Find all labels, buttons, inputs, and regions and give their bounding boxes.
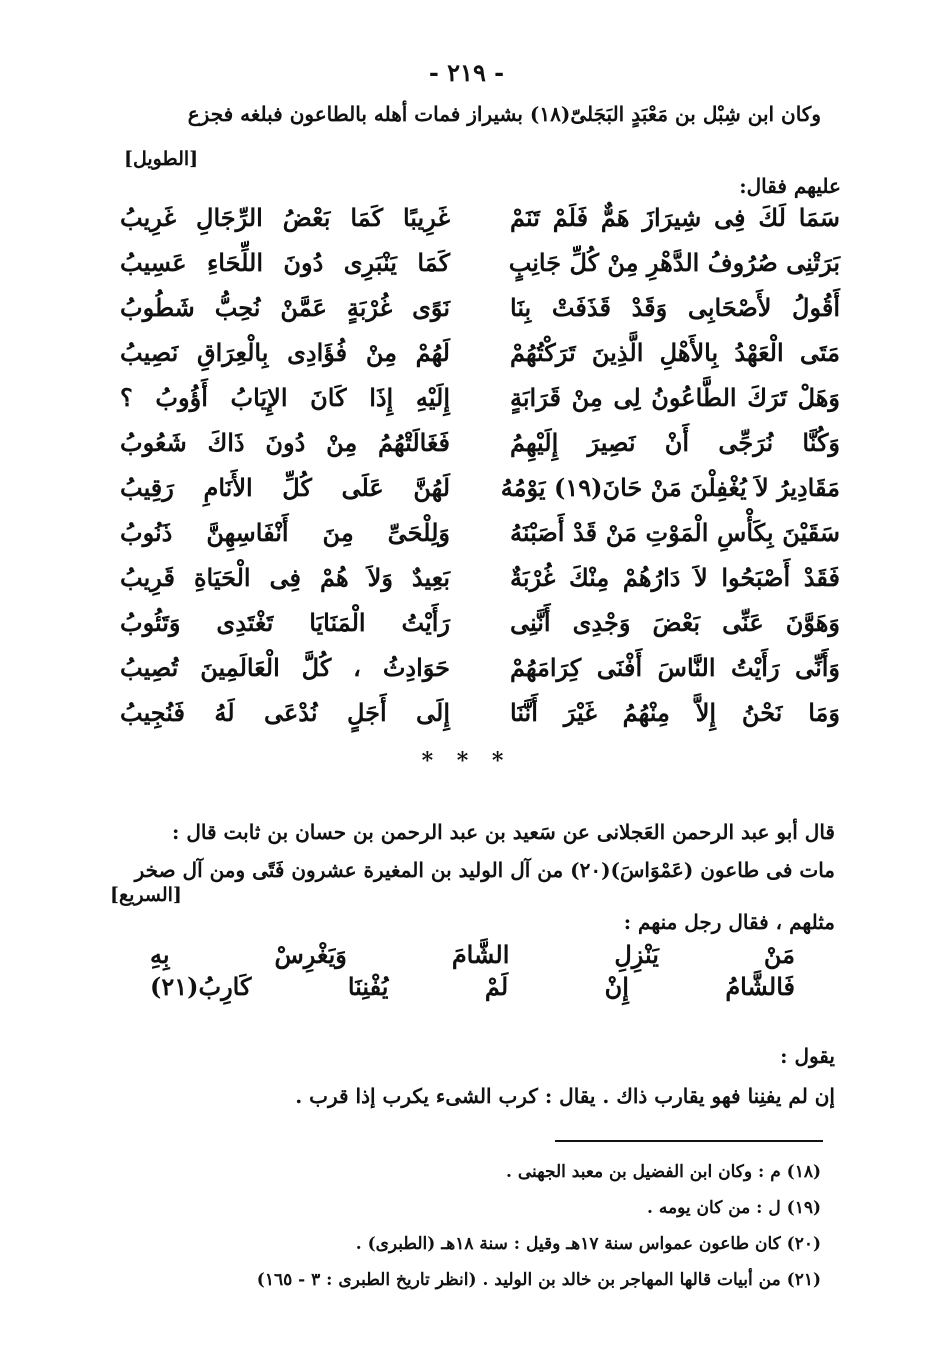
explanation-heading: يقول : <box>780 1044 835 1068</box>
verse-row <box>120 690 840 735</box>
verse-row <box>120 465 840 510</box>
verse-row <box>120 240 840 285</box>
section-2-line-2: مات فى طاعون (عَمْوَاسَ)(٢٠) من آل الوليد بن المغيرة عشرون فَتًى ومن آل صخر <box>134 858 835 882</box>
intro-line-2: عليهم فقال: <box>739 174 841 198</box>
verse-first-hemistich: مَقَادِيرُ لاَ يُغْفِلْنَ مَنْ حَانَ(١٩) يَوْمُهُ <box>500 473 840 502</box>
verse-second-hemistich: نَوًى غُرْبَةٍ عَمَّنْ نُحِبُّ شَطُوبُ <box>120 293 450 322</box>
meter-label-tawil: [الطويل] <box>124 148 199 170</box>
meter-label-sari: [السريع] <box>110 884 182 906</box>
poem-2-line-1: مَنْ يَنْزِلِ الشَّامَ وَيَغْرِسْ بِهِ <box>150 940 795 969</box>
section-2-line-1: قال أبو عبد الرحمن العَجلانى عن سَعيد بن عبد الرحمن بن حسان بن ثابت قال : <box>172 820 835 844</box>
footnote-18: (١٨) م : وكان ابن الفضيل بن معبد الجهنى . <box>506 1162 821 1182</box>
verse-second-hemistich: فَغَالَتْهُمُ مِنْ دُونَ ذَاكَ شَعُوبُ <box>120 428 450 457</box>
verse-second-hemistich: إِلَيْهِ إِذَا كَانَ الإِيَابُ أَؤُوبُ ؟ <box>120 383 450 412</box>
verse-first-hemistich: وَهَلْ تَرَكَ الطَّاعُونُ لِى مِنْ قَرَابَةٍ <box>510 383 840 412</box>
verse-first-hemistich: سَمَا لَكَ فِى شِيرَازَ هَمٌّ فَلَمْ تَنَمْ <box>510 203 840 232</box>
verse-second-hemistich: رَأَيْتُ الْمَنَايَا تَغْتَدِى وَتَئُوبُ <box>120 608 450 637</box>
verse-row <box>120 555 840 600</box>
section-2-line-3: مثلهم ، فقال رجل منهم : <box>623 910 835 934</box>
verse-second-hemistich: غَرِيبًا كَمَا بَعْضُ الرِّجَالِ غَرِيبُ <box>120 203 450 232</box>
verse-second-hemistich: لَهُمْ مِنْ فُؤَادِى بِالْعِرَاقِ نَصِيبُ <box>120 338 450 367</box>
verse-first-hemistich: وَأَنِّى رَأَيْتُ النَّاسَ أَفْنَى كِرَامَهُمْ <box>510 653 840 682</box>
verse-second-hemistich: إِلَى أَجَلٍ نُدْعَى لَهُ فَنُجِيبُ <box>120 698 450 727</box>
footnote-divider <box>555 1140 823 1142</box>
verse-second-hemistich: بَعِيدٌ وَلاَ هُمْ فِى الْحَيَاةِ قَرِيبُ <box>120 563 450 592</box>
verse-second-hemistich: وَلِلْحَىِّ مِنَ أَنْفَاسِهِنَّ ذَنُوبُ <box>120 518 450 547</box>
verse-row <box>120 510 840 555</box>
poem-1 <box>120 195 840 735</box>
verse-first-hemistich: سَقَيْنَ بِكَأْسِ الْمَوْتِ مَنْ قَدْ أَصَبْنَهُ <box>510 518 840 547</box>
page-number: - ٢١٩ - <box>428 58 505 87</box>
verse-row <box>120 375 840 420</box>
verse-first-hemistich: مَتَى الْعَهْدُ بِالأَهْلِ الَّذِينَ تَرَكْتُهُمْ <box>510 338 840 367</box>
explanation-text: إن لم يفنِنا فهو يقارب ذاك . يقال : كرب الشىء يكرب إذا قرب . <box>295 1084 835 1108</box>
verse-row <box>120 330 840 375</box>
verse-second-hemistich: حَوَادِثُ ، كُلَّ الْعَالَمِينَ تُصِيبُ <box>120 653 450 682</box>
verse-first-hemistich: بَرَتْنِى صُرُوفُ الدَّهْرِ مِنْ كُلِّ جَانِبٍ <box>508 248 840 277</box>
section-separator: * * * <box>421 748 512 774</box>
footnote-21: (٢١) من أبيات قالها المهاجر بن خالد بن الوليد . (انظر تاريخ الطبرى : ٣ - ١٦٥) <box>256 1270 821 1290</box>
verse-row <box>120 645 840 690</box>
poem-2-line-2: فَالشَّامُ إِنْ لَمْ يُفْنِنَا كَارِبُ(٢١) <box>150 972 795 1001</box>
verse-row <box>120 285 840 330</box>
verse-second-hemistich: لَهُنَّ عَلَى كُلِّ الأَنَامِ رَقِيبُ <box>120 473 450 502</box>
verse-row <box>120 420 840 465</box>
verse-row <box>120 195 840 240</box>
intro-line-1: وكان ابن شِبْل بن مَعْبَدٍ البَجَلىّ(١٨) بشيراز فمات أهله بالطاعون فبلغه فجزع <box>187 102 821 126</box>
verse-first-hemistich: أَقُولُ لأَصْحَابِى وَقَدْ قَذَفَتْ بِنَا <box>510 293 840 322</box>
verse-first-hemistich: فَقَدْ أَصْبَحُوا لاَ دَارُهُمْ مِنْكَ غُرْبَةٌ <box>510 563 840 592</box>
verse-row <box>120 600 840 645</box>
verse-first-hemistich: وَكُنَّا نُرَجِّى أَنْ نَصِيرَ إِلَيْهِمُ <box>510 428 840 457</box>
verse-first-hemistich: وَمَا نَحْنُ إِلاَّ مِنْهُمُ غَيْرَ أَنَّنَا <box>510 698 840 727</box>
footnote-19: (١٩) ل : من كان يومه . <box>647 1198 821 1218</box>
footnote-20: (٢٠) كان طاعون عمواس سنة ١٧هـ وقيل : سنة ١٨هـ (الطبرى) . <box>355 1234 821 1254</box>
verse-second-hemistich: كَمَا يَنْبَرِى دُونَ اللِّحَاءِ عَسِيبُ <box>120 248 450 277</box>
verse-first-hemistich: وَهَوَّنَ عَنِّى بَعْضَ وَجْدِى أَنَّنِى <box>510 608 840 637</box>
